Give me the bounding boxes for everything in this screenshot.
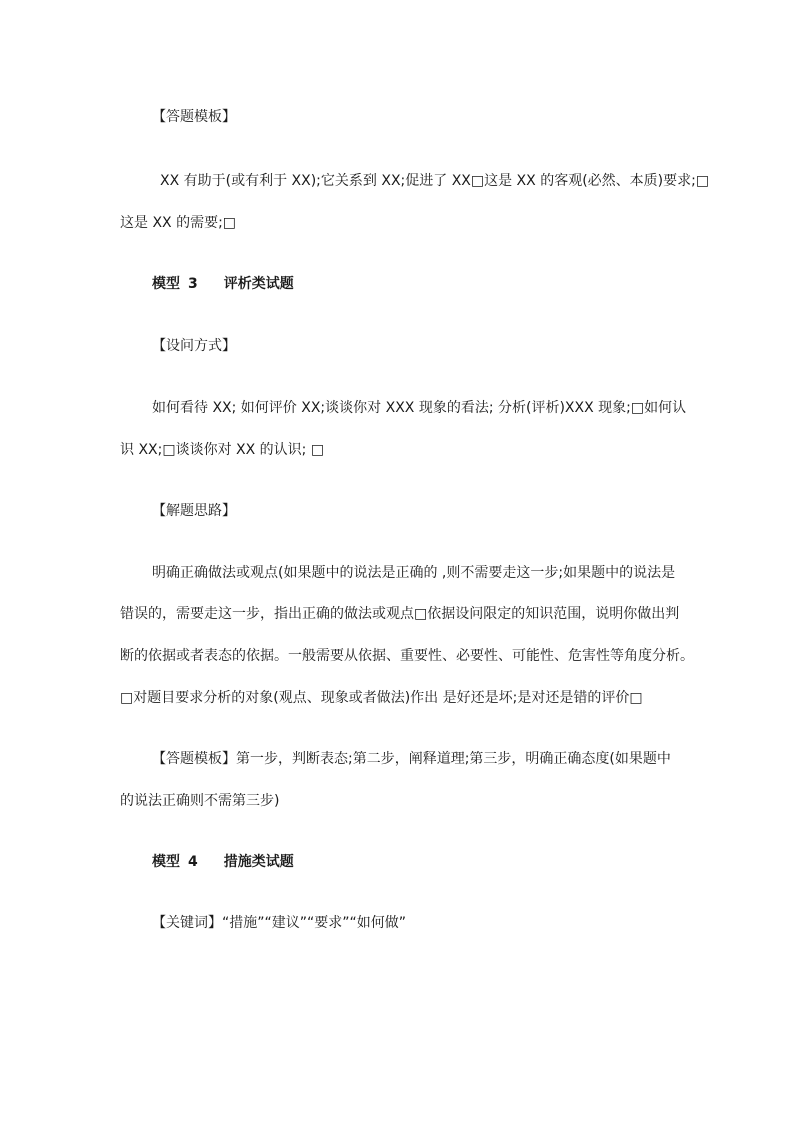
question-style-heading: 【设问方式】 — [152, 338, 236, 354]
model-4-heading — [152, 852, 712, 872]
answer-template-line-1: XX 有助于(或有利于 XX);它关系到 XX;促进了 XX□这是 XX 的客观(必然、本质)要求;□ — [160, 173, 710, 189]
approach-line-1: 明确正确做法或观点(如果题中的说法是正确的 ,则不需要走这一步;如果题中的说法是 — [152, 565, 676, 581]
model-4-number: 4 — [188, 854, 198, 870]
question-style-line-2: 识 XX;□谈谈你对 XX 的认识; □ — [120, 442, 325, 458]
model-3-heading — [152, 274, 712, 294]
answer-template-heading: 【答题模板】 — [152, 109, 236, 125]
model-3-number: 3 — [188, 276, 198, 292]
model-4-label: 模型 — [152, 854, 180, 870]
model-4-title: 措施类试题 — [223, 854, 294, 870]
approach-line-4: □对题目要求分析的对象(观点、现象或者做法)作出 是好还是坏;是对还是错的评价□ — [120, 690, 643, 706]
keywords-line: 【关键词】“措施”“建议”“要求”“如何做” — [152, 915, 407, 931]
model-3-label: 模型 — [152, 276, 180, 292]
answer-template-2-line-2: 的说法正确则不需第三步) — [120, 793, 280, 809]
question-style-line-1: 如何看待 XX; 如何评价 XX;谈谈你对 XXX 现象的看法; 分析(评析)XXX 现象;□如何认 — [152, 400, 687, 416]
model-3-title: 评析类试题 — [223, 276, 294, 292]
approach-line-3: 断的依据或者表态的依据。一般需要从依据、重要性、必要性、可能性、危害性等角度分析。 — [120, 648, 694, 664]
answer-template-2-line-1: 【答题模板】第一步，判断表态;第二步，阐释道理;第三步，明确正确态度(如果题中 — [152, 751, 671, 767]
answer-template-line-2: 这是 XX 的需要;□ — [120, 215, 237, 231]
approach-line-2: 错误的，需要走这一步，指出正确的做法或观点□依据设问限定的知识范围，说明你做出判 — [120, 606, 680, 622]
approach-heading: 【解题思路】 — [152, 503, 236, 519]
